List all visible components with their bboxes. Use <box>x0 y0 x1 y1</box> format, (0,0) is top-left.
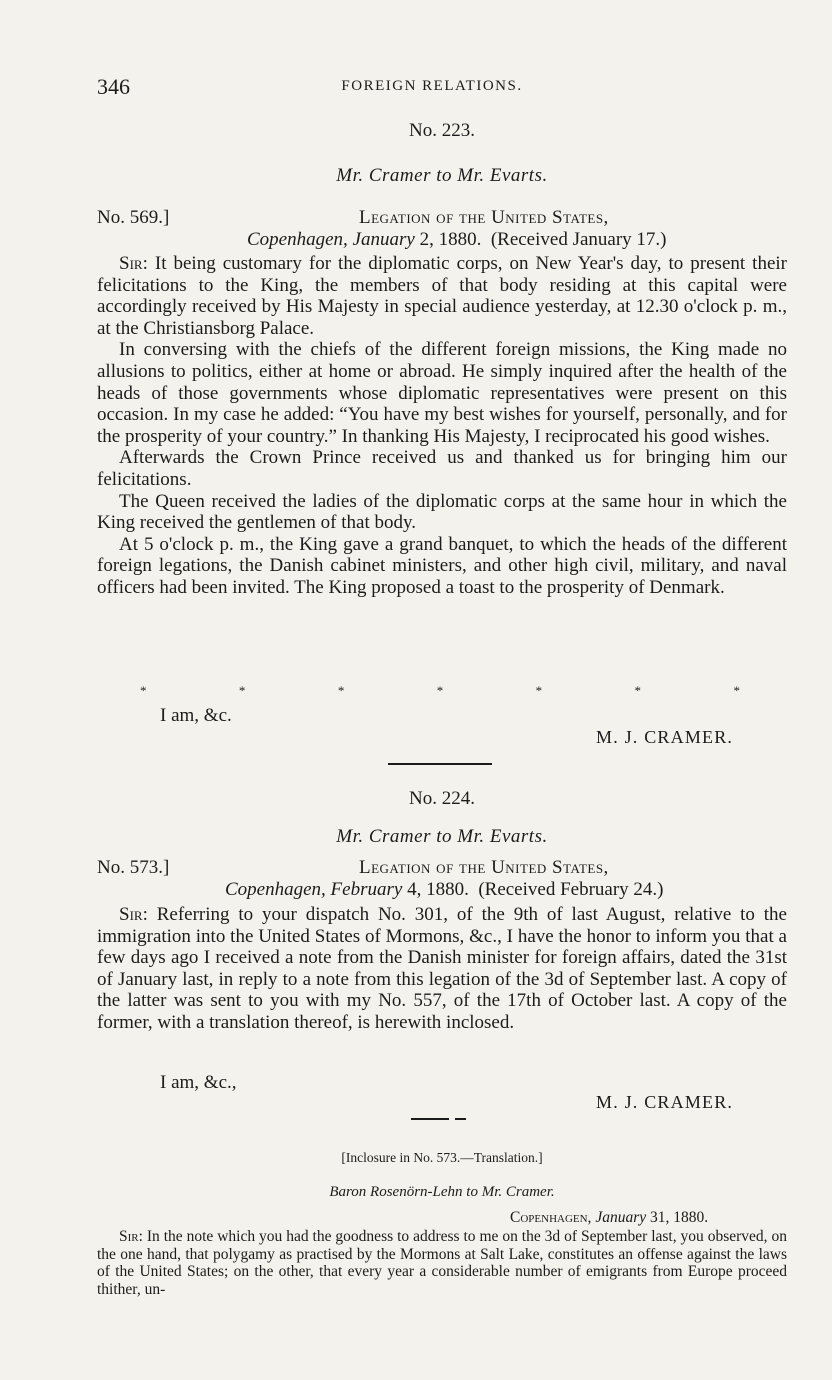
paragraph-text: : It being customary for the diplomatic corps, on New Year's day, to present their felicitations to the King, the members of that body residing at this capital were accordingly received by His Majesty in special audience yesterday, at 12.30 o'clock p. m., at the Christiansborg Palace. <box>97 253 787 339</box>
letter-body-224 <box>97 904 787 1034</box>
star: * <box>337 683 345 698</box>
inclosure-dayyear: 31, 1880. <box>646 1209 709 1226</box>
dateline-place-224: Copenhagen, <box>225 879 326 900</box>
dateline-dayyear-224: 4, 1880. <box>402 879 469 900</box>
received-note-223: (Received January 17.) <box>490 229 667 250</box>
dateline-224 <box>97 879 787 901</box>
signature-224: M. J. CRAMER. <box>596 1092 734 1112</box>
signature-223: M. J. CRAMER. <box>596 727 734 747</box>
star: * <box>436 683 444 698</box>
running-head: FOREIGN RELATIONS. <box>341 78 523 94</box>
closing-223: I am, &c. <box>160 705 232 726</box>
letter-body-223 <box>97 253 787 599</box>
dateline-month-224: February <box>330 879 403 900</box>
inclosure-title: Baron Rosenörn-Lehn to Mr. Cramer. <box>329 1184 555 1200</box>
dateline-place-223: Copenhagen, <box>247 229 348 250</box>
page-number: 346 <box>97 74 130 99</box>
paragraph-text: : Referring to your dispatch No. 301, of the 9th of last August, relative to the immigration into the United States of Mormons, &c., I have the honor to inform you that a few days ago I received a note from the Danish minister for foreign affairs, dated the 31st of January last, in reply to a note from this legation of the 3d of September last. A copy of the latter was sent to you with my No. 557, of the 17th of October last. A copy of the former, with a translation thereof, is herewith inclosed. <box>97 904 787 1033</box>
paragraph: At 5 o'clock p. m., the King gave a grand banquet, to which the heads of the different foreign legations, the Danish cabinet ministers, and other high civil, military, and naval officers had been invited. The King proposed a toast to the prosperity of Denmark. <box>97 533 787 598</box>
closing-224: I am, &c., <box>160 1072 237 1093</box>
section-divider <box>388 763 492 765</box>
paragraph <box>97 904 787 1034</box>
paragraph: Afterwards the Crown Prince received us and thanked us for bringing him our felicitations. <box>97 447 787 490</box>
legation-heading-224: Legation of the United States, <box>359 857 609 878</box>
short-divider <box>411 1118 449 1120</box>
doc-number-224: No. 224. <box>409 788 475 809</box>
legation-line-223 <box>97 207 787 229</box>
legation-heading-223: Legation of the United States, <box>359 207 609 228</box>
doc-title-224: Mr. Cramer to Mr. Evarts. <box>336 826 548 847</box>
paragraph <box>97 1228 787 1298</box>
star: * <box>733 683 740 698</box>
star: * <box>140 683 147 698</box>
page-header <box>97 74 767 104</box>
paragraph <box>97 253 787 339</box>
salutation: Sir <box>119 1228 139 1245</box>
salutation: Sir <box>119 253 143 274</box>
dispatch-ref-224: No. 573.] <box>97 857 170 878</box>
paragraph: In conversing with the chiefs of the different foreign missions, the King made no allusions to politics, either at home or abroad. He simply inquired after the health of the heads of those governments whose diplomatic representatives were present on this occasion. In my case he added: “You have my best wishes for yourself, personally, and for the prosperity of your country.” In thanking His Majesty, I reciprocated his good wishes. <box>97 339 787 447</box>
inclosure-caption: [Inclosure in No. 573.—Translation.] <box>341 1150 543 1165</box>
star: * <box>634 683 642 698</box>
doc-number-223: No. 223. <box>409 120 475 141</box>
dateline-month-223: January <box>352 229 415 250</box>
dispatch-ref-223: No. 569.] <box>97 207 170 228</box>
paragraph: The Queen received the ladies of the diplomatic corps at the same hour in which the King received the gentlemen of that body. <box>97 490 787 534</box>
inclosure-month: January <box>595 1209 647 1226</box>
doc-title-223: Mr. Cramer to Mr. Evarts. <box>336 165 548 186</box>
inclosure-body <box>97 1228 787 1298</box>
ellipsis-stars <box>140 683 740 699</box>
star: * <box>238 683 246 698</box>
dateline-dayyear-223: 2, 1880. <box>414 229 482 250</box>
short-divider-dash <box>455 1118 466 1120</box>
received-note-224: (Received February 24.) <box>478 879 664 900</box>
star: * <box>535 683 543 698</box>
salutation: Sir <box>119 904 143 925</box>
inclosure-dateline <box>510 1207 780 1229</box>
legation-line-224 <box>97 857 787 879</box>
dateline-223 <box>97 229 787 251</box>
paragraph-text: : In the note which you had the goodness to address to me on the 3d of September last, you observed, on the one hand, that polygamy as practised by the Mormons at Salt Lake, constitutes an offense against the laws of the United States; on the other, that every year a considerable number of emigrants from Europe proceed thither, un- <box>97 1228 787 1298</box>
inclosure-place: Copenhagen, <box>510 1209 592 1226</box>
